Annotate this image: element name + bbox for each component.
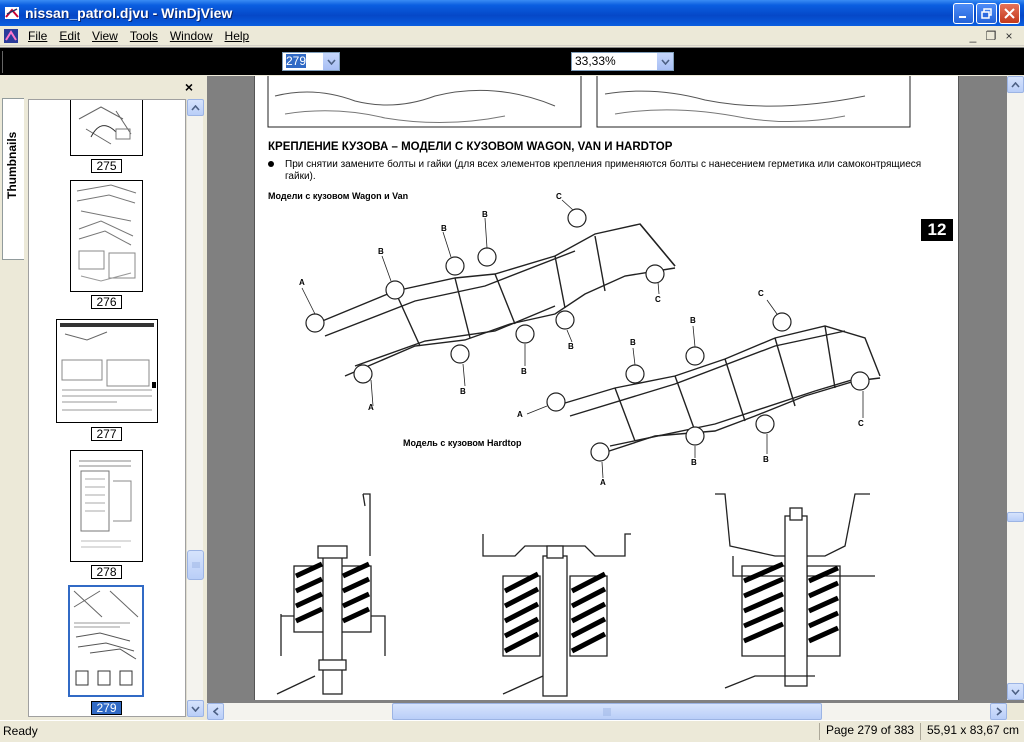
thumbnail-image — [57, 320, 157, 422]
callout-leaders-frame-2 — [527, 300, 863, 478]
thumbnails-tab[interactable] — [2, 98, 24, 260]
chevron-down-icon — [191, 706, 200, 712]
toolbar-grip[interactable] — [2, 51, 5, 73]
callouts-frame-1 — [306, 209, 664, 383]
mdi-minimize-button[interactable]: _ — [969, 28, 977, 43]
thumbnail-label-279: 279 — [91, 701, 122, 715]
zoom-combo[interactable] — [571, 52, 674, 71]
document-icon[interactable] — [3, 28, 19, 44]
grip-icon — [602, 708, 612, 716]
thumbnail-image — [71, 99, 142, 155]
document-page[interactable] — [254, 76, 959, 700]
callouts-frame-2 — [547, 313, 869, 461]
doc-scroll-thumb[interactable] — [1007, 512, 1024, 522]
mdi-restore-button[interactable]: ❐ — [985, 28, 997, 43]
callout-b: B — [763, 455, 769, 464]
subtitle-hardtop: Модель с кузовом Hardtop — [403, 438, 522, 448]
thumbnail-label-278: 278 — [91, 565, 122, 579]
thumbnail-page-278[interactable] — [70, 450, 143, 562]
callout-a: A — [517, 410, 523, 419]
menu-help[interactable] — [219, 27, 256, 45]
document-vertical-scrollbar[interactable] — [1007, 76, 1024, 700]
thumbnails-tab-label: Thumbnails — [5, 131, 19, 199]
grip-icon — [192, 561, 200, 569]
status-ready: Ready — [3, 724, 38, 738]
menu-tools-label: Tools — [129, 28, 158, 43]
page-number-dropdown-button[interactable] — [322, 53, 339, 70]
callout-b: B — [460, 387, 466, 396]
menu-tools[interactable] — [124, 27, 164, 45]
zoom-value[interactable]: 33,33% — [575, 54, 616, 68]
thumbnail-page-279[interactable] — [68, 585, 144, 697]
menu-view[interactable] — [86, 27, 124, 45]
minimize-button[interactable] — [953, 3, 974, 24]
chevron-down-icon — [1011, 689, 1020, 695]
callout-b: B — [441, 224, 447, 233]
page-number-value: 279 — [286, 54, 307, 68]
chevron-up-icon — [1011, 82, 1020, 88]
doc-scroll-left-button[interactable] — [207, 703, 224, 720]
mount-section-3 — [715, 494, 875, 688]
chevron-down-icon — [327, 59, 336, 65]
document-horizontal-scrollbar[interactable] — [207, 703, 1007, 720]
title-bar — [0, 0, 1024, 26]
scrollbar-corner — [1007, 703, 1024, 720]
callout-c: C — [556, 192, 562, 201]
page-number-value-box[interactable] — [283, 53, 322, 70]
bullet-dot — [268, 161, 274, 167]
doc-scroll-up-button[interactable] — [1007, 76, 1024, 93]
callout-c: C — [655, 295, 661, 304]
menu-window-label: Window — [169, 28, 213, 43]
page-number-combo[interactable] — [282, 52, 340, 71]
zoom-dropdown-button[interactable] — [656, 53, 673, 70]
thumb-scroll-thumb[interactable] — [187, 550, 204, 580]
page-heading: КРЕПЛЕНИЕ КУЗОВА – МОДЕЛИ С КУЗОВОМ WAGON, VAN И HARDTOP — [268, 141, 673, 153]
thumbnail-image — [71, 181, 142, 291]
chapter-badge: 12 — [921, 219, 953, 241]
callout-a: A — [600, 478, 606, 487]
doc-scroll-down-button[interactable] — [1007, 683, 1024, 700]
app-icon — [4, 5, 20, 21]
callout-a: A — [368, 403, 374, 412]
toolbar — [0, 47, 1024, 75]
menu-window[interactable] — [164, 27, 219, 45]
chevron-left-icon — [213, 707, 219, 716]
thumb-scroll-up-button[interactable] — [187, 99, 204, 116]
thumbnail-label-277: 277 — [91, 427, 122, 441]
status-page-size: 55,91 x 83,67 cm — [920, 723, 1024, 740]
callout-b: B — [630, 338, 636, 347]
window-title: nissan_patrol.djvu - WinDjView — [25, 5, 233, 21]
chassis-frame-hardtop — [555, 326, 880, 454]
top-figure-left — [268, 76, 581, 127]
menu-view-label: View — [92, 28, 118, 43]
doc-scroll-right-button[interactable] — [990, 703, 1007, 720]
top-figure-right — [597, 76, 910, 127]
thumbnail-page-277[interactable] — [56, 319, 158, 423]
restore-icon — [981, 8, 992, 19]
restore-button[interactable] — [976, 3, 997, 24]
thumbnails-close-button[interactable]: × — [184, 79, 194, 95]
thumb-scroll-down-button[interactable] — [187, 700, 204, 717]
thumbnail-image — [70, 587, 142, 695]
thumbnail-list — [28, 99, 186, 717]
doc-hscroll-thumb[interactable] — [392, 703, 822, 720]
callout-b: B — [378, 247, 384, 256]
menu-file-label: File — [28, 28, 48, 43]
page-bullet-text: При снятии замените болты и гайки (для всех элементов крепления применяются болты с нанесением герметика или самоконтрящиеся гайки). — [285, 159, 922, 182]
page-bullet — [268, 159, 928, 183]
thumbnail-label-276: 276 — [91, 295, 122, 309]
document-view[interactable] — [207, 76, 1024, 720]
callout-c: C — [758, 289, 764, 298]
callout-a: A — [299, 278, 305, 287]
chassis-frame-wagon — [315, 224, 675, 376]
subtitle-wagon-van: Модели с кузовом Wagon и Van — [268, 191, 409, 201]
callout-b: B — [690, 316, 696, 325]
menu-file[interactable] — [22, 27, 53, 45]
chevron-up-icon — [191, 105, 200, 111]
chevron-down-icon — [661, 59, 670, 65]
menu-edit[interactable] — [53, 27, 86, 45]
callout-b: B — [482, 210, 488, 219]
callout-b: B — [691, 458, 697, 467]
thumbnails-vertical-scrollbar[interactable] — [186, 99, 203, 717]
close-icon — [1004, 8, 1015, 19]
menu-bar — [0, 26, 1024, 46]
thumbnail-page-276[interactable] — [70, 180, 143, 292]
thumbnail-page-275[interactable] — [70, 99, 143, 156]
close-button[interactable] — [999, 3, 1020, 24]
callout-b: B — [521, 367, 527, 376]
thumbnail-image — [71, 451, 142, 561]
minimize-icon — [958, 8, 969, 19]
mdi-close-button[interactable]: × — [1005, 28, 1013, 43]
callout-b: B — [568, 342, 574, 351]
thumbnail-label-275: 275 — [91, 159, 122, 173]
menu-edit-label: Edit — [59, 28, 81, 43]
mount-section-2 — [483, 534, 631, 696]
menu-help-label: Help — [224, 28, 250, 43]
status-bar — [0, 720, 1024, 742]
status-page-info: Page 279 of 383 — [819, 723, 918, 740]
thumbnails-panel — [0, 76, 205, 720]
callout-c: C — [858, 419, 864, 428]
chevron-right-icon — [996, 707, 1002, 716]
